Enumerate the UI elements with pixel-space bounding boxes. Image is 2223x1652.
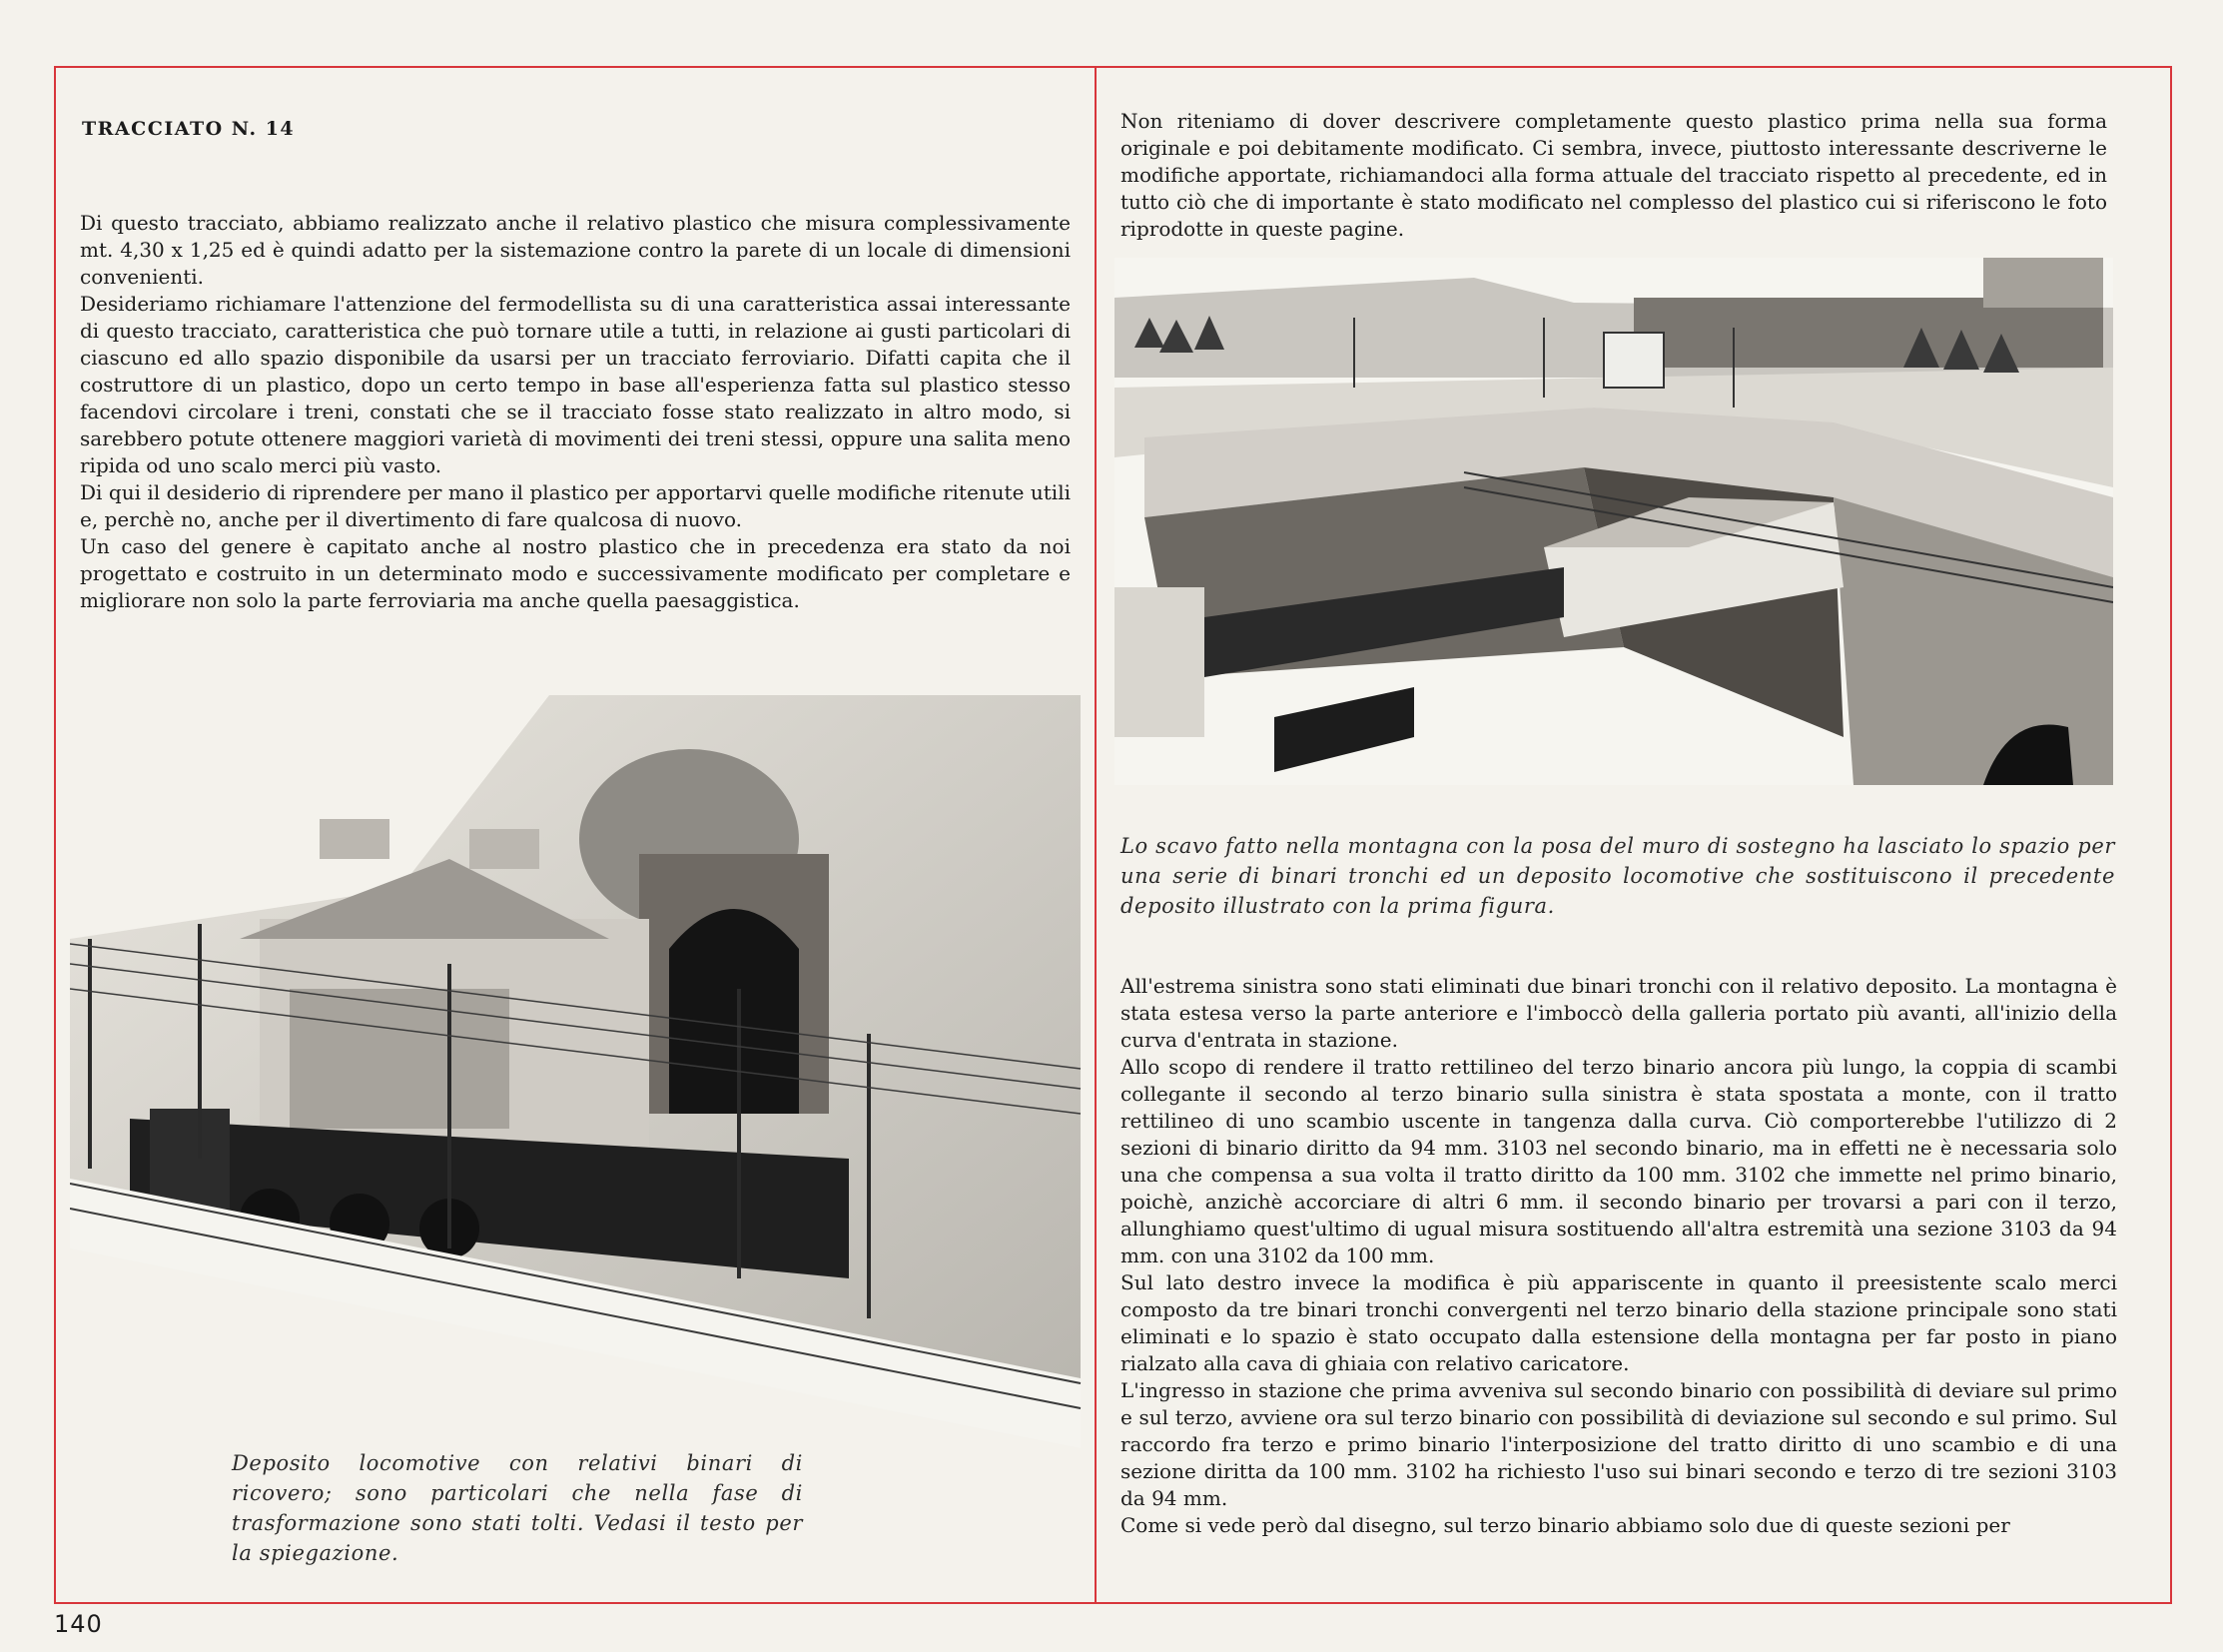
paragraph: Di qui il desiderio di riprendere per mano il plastico per apportarvi quelle modifiche ritenute utili e, perchè no, anche per il divertimento di fare qualcosa di nuovo.: [80, 480, 1071, 531]
paragraph: Desideriamo richiamare l'attenzione del fermodellista su di una caratteristica assai interessante di questo tracciato, caratteristica che può tornare utile a tutti, in relazione ai gusti particolari di ciascuno ed allo spazio disponibile da usarsi per un tracciato ferroviario. Difatti capita che il costruttore di un plastico, dopo un certo tempo in base all'esperienza fatta sul plastico stesso facendovi circolare i treni, constati che se il tracciato fosse stato realizzato in altro modo, si sarebbero potute ottenere maggiori varietà di movimenti dei treni stessi, oppure una salita meno ripida od uno scalo merci più vasto.: [80, 292, 1071, 477]
right-column-text: [1120, 973, 2117, 1539]
paragraph: L'ingresso in stazione che prima avveniva sul secondo binario con possibilità di deviare sul primo e sul terzo, avviene ora sul terzo binario con possibilità di deviazione sul secondo e sul primo. Sul raccordo fra terzo e primo binario l'interposizione del tratto diritto di uno scambio e di una sezione diritta da 100 mm. 3102 ha richiesto l'uso sui binari secondo e terzo di tre sezioni 3103 da 94 mm.: [1120, 1378, 2117, 1510]
paragraph: All'estrema sinistra sono stati eliminati due binari tronchi con il relativo deposito. La montagna è stata estesa verso la parte anteriore e l'imboccò della galleria portato più avanti, all'inizio della curva d'entrata in stazione.: [1120, 974, 2117, 1052]
column-divider: [1095, 66, 1097, 1604]
paragraph: Non riteniamo di dover descrivere completamente questo plastico prima nella sua forma originale e poi debitamente modificato. Ci sembra, invece, piuttosto interessante descriverne le modifiche apportate, richiamandoci alla forma attuale del tracciato rispetto al precedente, ed in tutto ciò che di importante è stato modificato nel complesso del plastico cui si riferiscono le foto riprodotte in queste pagine.: [1120, 109, 2107, 241]
left-photo-caption: Deposito locomotive con relativi binari di ricovero; sono particolari che nella fase di trasformazione sono stati tolti. Vedasi il testo per la spiegazione.: [232, 1451, 803, 1565]
locomotive-depot-photo: [70, 689, 1085, 1448]
paragraph: Allo scopo di rendere il tratto rettilineo del terzo binario ancora più lungo, la coppia di scambi collegante il secondo al terzo binario sulla sinistra è stata spostata a monte, con il tratto rettilineo di uno scambio uscente in tangenza dalla curva. Ciò comporterebbe l'utilizzo di 2 sezioni di binario diritto da 94 mm. 3103 nel secondo binario, ma in effetti ne è necessaria solo una che compensa a sua volta il tratto diritto da 100 mm. 3102 che immette nel primo binario, poichè, anzichè accorciare di altri 6 mm. il secondo binario per trovarsi a pari con il terzo, allunghiamo quest'ultimo di ugual misura sostituendo all'altra estremità una sezione 3103 da 94 mm. con una 3102 da 100 mm.: [1120, 1055, 2117, 1267]
right-photo-caption: Lo scavo fatto nella montagna con la posa del muro di sostegno ha lasciato lo spazio per una serie di binari tronchi ed un deposito locomotive che sostituiscono il precedente deposito illustrato con la prima figura.: [1120, 834, 2115, 918]
paragraph: Di questo tracciato, abbiamo realizzato anche il relativo plastico che misura complessivamente mt. 4,30 x 1,25 ed è quindi adatto per la sistemazione contro la parete di un locale di dimensioni convenienti.: [80, 211, 1071, 289]
right-column-intro: [1120, 108, 2107, 243]
page-number: 140: [54, 1610, 103, 1638]
excavation-retaining-wall-photo: [1114, 258, 2113, 785]
paragraph: Sul lato destro invece la modifica è più appariscente in quanto il preesistente scalo merci composto da tre binari tronchi convergenti nel terzo binario della stazione principale sono stati eliminati e lo spazio è stato occupato dalla estensione della montagna per far posto in piano rialzato alla cava di ghiaia con relativo caricatore.: [1120, 1270, 2117, 1375]
page-title: TRACCIATO N. 14: [82, 118, 296, 140]
paragraph: Un caso del genere è capitato anche al nostro plastico che in precedenza era stato da noi progettato e costruito in un determinato modo e successivamente modificato per completare e migliorare non solo la parte ferroviaria ma anche quella paesaggistica.: [80, 534, 1071, 612]
paragraph: Come si vede però dal disegno, sul terzo binario abbiamo solo due di queste sezioni per: [1120, 1513, 2010, 1537]
left-column-text: [80, 210, 1071, 614]
